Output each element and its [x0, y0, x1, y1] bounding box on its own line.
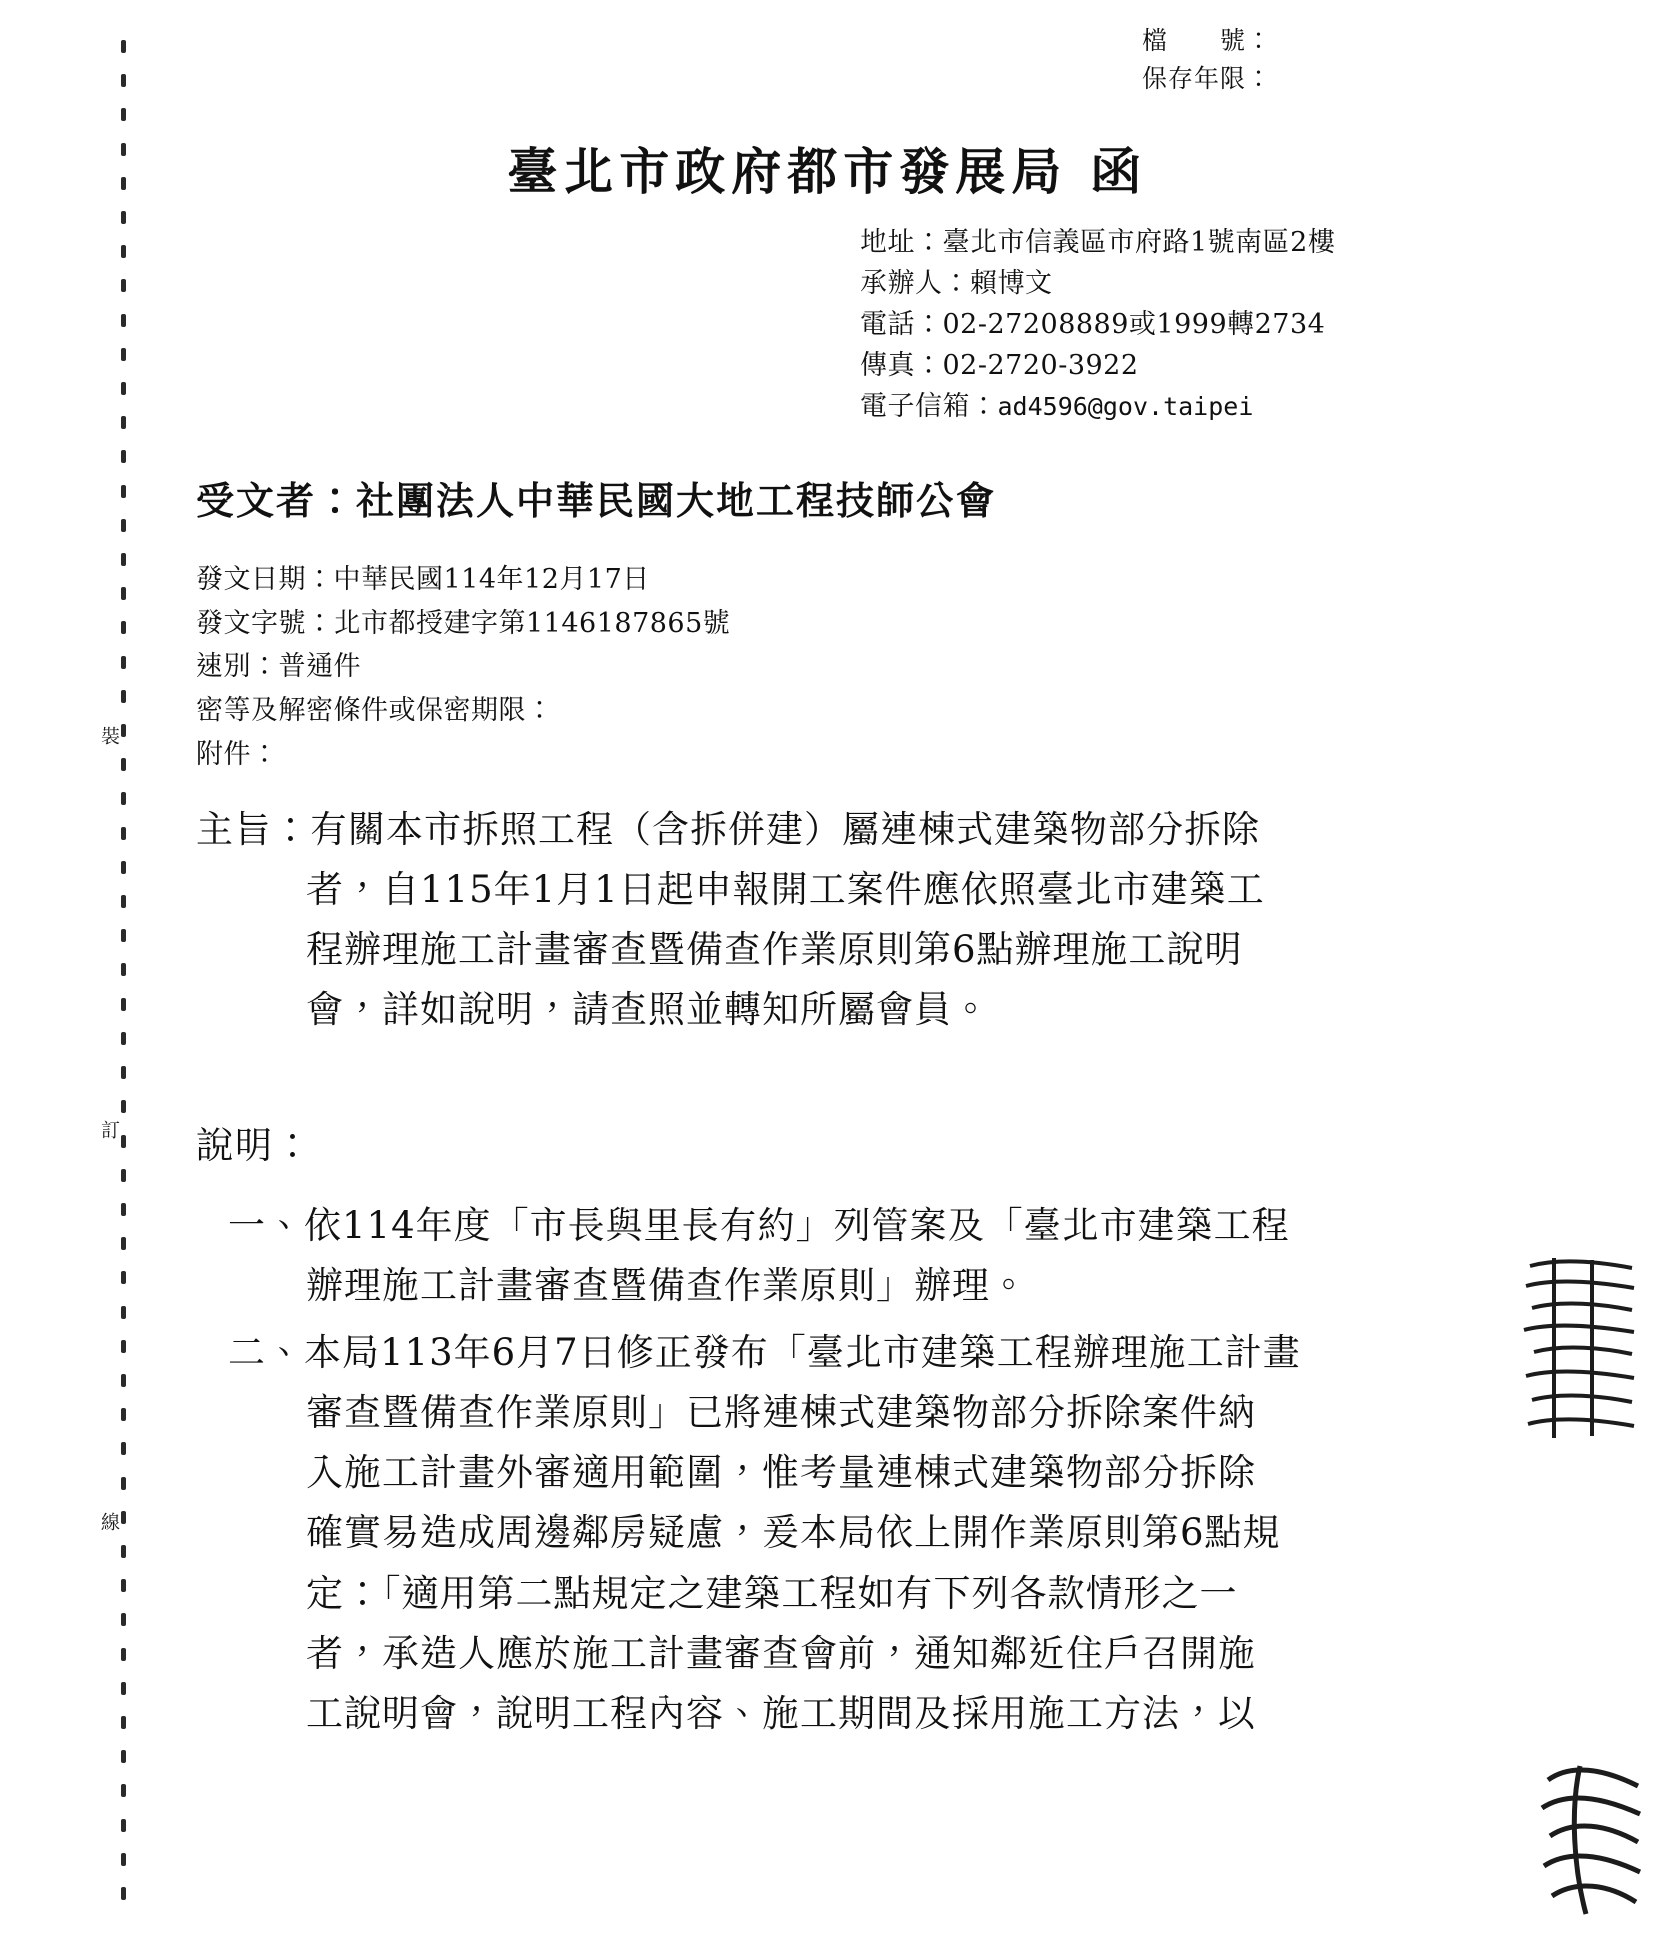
- subject-line-2: 者，自115年1月1日起申報開工案件應依照臺北市建築工: [306, 867, 1265, 911]
- document-number: 發文字號：北市都授建字第1146187865號: [196, 607, 731, 639]
- subject-label: 主旨：: [196, 808, 310, 851]
- item-1-line-2: 辦理施工計畫審查暨備查作業原則」辦理。: [306, 1264, 1028, 1308]
- subject-line-3: 程辦理施工計畫審查暨備查作業原則第6點辦理施工說明: [306, 927, 1243, 971]
- address-line: 地址：臺北市信義區市府路1號南區2樓: [860, 227, 1336, 258]
- archive-header: [1142, 22, 1272, 97]
- fax-line: 傳真：02-2720-3922: [860, 350, 1139, 382]
- item-1-marker: 一、: [228, 1204, 304, 1247]
- item-2-text-1: 本局113年6月7日修正發布「臺北市建築工程辦理施工計畫: [304, 1330, 1301, 1374]
- officer-line: 承辦人：賴博文: [860, 268, 1053, 300]
- binding-dotted-line: [120, 40, 126, 1900]
- security-classification: 密等及解密條件或保密期限：: [196, 695, 554, 727]
- email-label: 電子信箱：: [860, 391, 998, 423]
- binding-label-zhuang: 裝: [98, 726, 120, 746]
- email-value: ad4596@gov.taipei: [997, 392, 1254, 422]
- email-line: [860, 386, 1335, 427]
- item-2-line-7: 工說明會，說明工程內容、施工期間及採用施工方法，以: [306, 1692, 1256, 1736]
- item-2-line-6: 者，承造人應於施工計畫審查會前，通知鄰近住戶召開施: [306, 1632, 1256, 1676]
- subject-line-4: 會，詳如說明，請查照並轉知所屬會員。: [306, 987, 990, 1031]
- list-item: [228, 1196, 1498, 1317]
- retention-period-label: 保存年限：: [1142, 63, 1273, 93]
- subject-section: [196, 800, 1486, 1040]
- item-2-line-5: 定：「適用第二點規定之建築工程如有下列各款情形之一: [306, 1571, 1238, 1615]
- list-item: [228, 1323, 1498, 1745]
- page-title: 臺北市政府都市發展局 函: [507, 142, 1147, 201]
- item-2-line-1: [228, 1323, 1498, 1383]
- item-2-line-3: 入施工計畫外審適用範圍，惟考量連棟式建築物部分拆除: [306, 1451, 1256, 1495]
- item-2-marker: 二、: [228, 1330, 304, 1374]
- speed-level: 速別：普通件: [196, 651, 361, 683]
- subject-line-1: [196, 800, 1486, 860]
- explanation-items: [228, 1196, 1498, 1751]
- issue-date: 發文日期：中華民國114年12月17日: [196, 564, 650, 595]
- explanation-label: 說明：: [196, 1124, 313, 1167]
- contact-block: [860, 222, 1335, 427]
- item-2-line-2: 審查暨備查作業原則」已將連棟式建築物部分拆除案件納: [306, 1390, 1256, 1434]
- binding-label-ding: 訂: [98, 1120, 120, 1140]
- signature-stamp-icon: [1540, 1760, 1644, 1920]
- document-meta: [196, 558, 730, 777]
- binding-label-xian: 線: [98, 1512, 120, 1532]
- attachment-line: 附件：: [196, 738, 279, 770]
- recipient-line: 受文者：社團法人中華民國大地工程技師公會: [196, 478, 997, 523]
- official-seal-icon: [1520, 1252, 1638, 1442]
- item-1-text-1: 依114年度「市長與里長有約」列管案及「臺北市建築工程: [304, 1204, 1290, 1247]
- phone-line: 電話：02-27208889或1999轉2734: [860, 309, 1326, 341]
- item-1-line-1: [228, 1196, 1498, 1256]
- file-number-label: 檔 號：: [1142, 26, 1273, 55]
- subject-text-1: 有關本市拆照工程（含拆併建）屬連棟式建築物部分拆除: [310, 808, 1260, 851]
- item-2-line-4: 確實易造成周邊鄰房疑慮，爰本局依上開作業原則第6點規: [306, 1511, 1281, 1555]
